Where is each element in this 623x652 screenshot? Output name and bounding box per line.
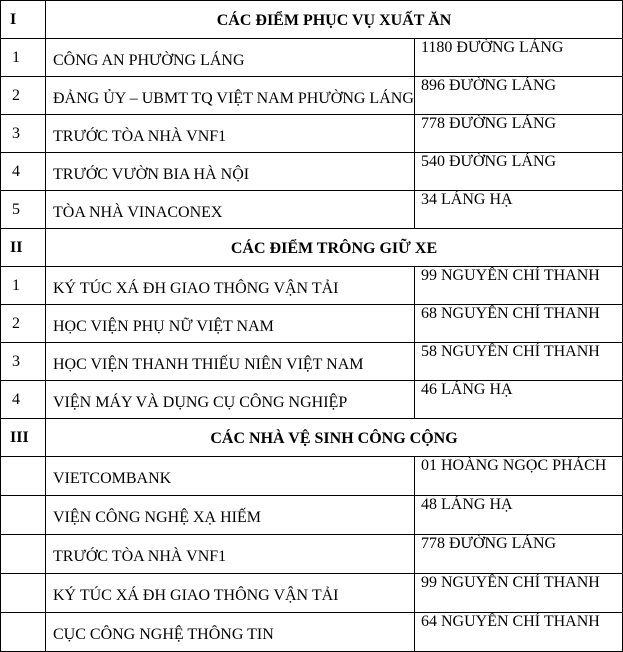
section-number: II <box>1 229 46 267</box>
row-number: 4 <box>1 153 46 191</box>
row-number: 3 <box>1 343 46 381</box>
location-name: TRƯỚC VƯỜN BIA HÀ NỘI <box>46 153 415 191</box>
row-number <box>1 535 46 574</box>
location-address: 64 NGUYỄN CHÍ THANH <box>415 613 623 652</box>
location-address: 540 ĐƯỜNG LÁNG <box>415 153 623 191</box>
location-address: 99 NGUYỄN CHÍ THANH <box>415 574 623 613</box>
location-address: 896 ĐƯỜNG LÁNG <box>415 77 623 115</box>
location-address: 46 LÁNG HẠ <box>415 381 623 419</box>
location-address: 68 NGUYỄN CHÍ THANH <box>415 305 623 343</box>
table-row <box>1 115 623 153</box>
location-address: 778 ĐƯỜNG LÁNG <box>415 115 623 153</box>
row-number: 2 <box>1 77 46 115</box>
section-title: CÁC ĐIỂM TRÔNG GIỮ XE <box>46 229 623 267</box>
table-row <box>1 535 623 574</box>
location-address: 34 LÁNG HẠ <box>415 191 623 229</box>
table-row <box>1 613 623 652</box>
location-name: CỤC CÔNG NGHỆ THÔNG TIN <box>46 613 415 652</box>
row-number: 1 <box>1 39 46 77</box>
section-number: I <box>1 1 46 39</box>
row-number: 5 <box>1 191 46 229</box>
location-name: KÝ TÚC XÁ ĐH GIAO THÔNG VẬN TẢI <box>46 267 415 305</box>
section-header <box>1 419 623 457</box>
table-row <box>1 457 623 496</box>
row-number: 2 <box>1 305 46 343</box>
location-name: KÝ TÚC XÁ ĐH GIAO THÔNG VẬN TẢI <box>46 574 415 613</box>
row-number: 4 <box>1 381 46 419</box>
location-name: VIETCOMBANK <box>46 457 415 496</box>
section-header <box>1 229 623 267</box>
table-row <box>1 574 623 613</box>
table-row <box>1 496 623 535</box>
location-address: 48 LÁNG HẠ <box>415 496 623 535</box>
location-address: 778 ĐƯỜNG LÁNG <box>415 535 623 574</box>
section-title: CÁC ĐIỂM PHỤC VỤ XUẤT ĂN <box>46 1 623 39</box>
location-address: 58 NGUYỄN CHÍ THANH <box>415 343 623 381</box>
location-name: TÒA NHÀ VINACONEX <box>46 191 415 229</box>
section-number: III <box>1 419 46 457</box>
location-address: 1180 ĐƯỜNG LÁNG <box>415 39 623 77</box>
table-row <box>1 381 623 419</box>
row-number <box>1 613 46 652</box>
table-row <box>1 305 623 343</box>
table-row <box>1 153 623 191</box>
section-title: CÁC NHÀ VỆ SINH CÔNG CỘNG <box>46 419 623 457</box>
location-name: VIỆN MÁY VÀ DỤNG CỤ CÔNG NGHIỆP <box>46 381 415 419</box>
table-row <box>1 39 623 77</box>
section-header <box>1 1 623 39</box>
location-name: VIỆN CÔNG NGHỆ XẠ HIẾM <box>46 496 415 535</box>
row-number <box>1 457 46 496</box>
table-row <box>1 77 623 115</box>
location-name: HỌC VIỆN PHỤ NỮ VIỆT NAM <box>46 305 415 343</box>
location-name: TRƯỚC TÒA NHÀ VNF1 <box>46 535 415 574</box>
table-row <box>1 267 623 305</box>
row-number <box>1 496 46 535</box>
location-address: 99 NGUYỄN CHÍ THANH <box>415 267 623 305</box>
location-name: CÔNG AN PHƯỜNG LÁNG <box>46 39 415 77</box>
location-address: 01 HOÀNG NGỌC PHÁCH <box>415 457 623 496</box>
table-row <box>1 191 623 229</box>
table-row <box>1 343 623 381</box>
location-name: ĐẢNG ỦY – UBMT TQ VIỆT NAM PHƯỜNG LÁNG <box>46 77 415 115</box>
row-number <box>1 574 46 613</box>
location-name: HỌC VIỆN THANH THIẾU NIÊN VIỆT NAM <box>46 343 415 381</box>
row-number: 1 <box>1 267 46 305</box>
row-number: 3 <box>1 115 46 153</box>
location-name: TRƯỚC TÒA NHÀ VNF1 <box>46 115 415 153</box>
